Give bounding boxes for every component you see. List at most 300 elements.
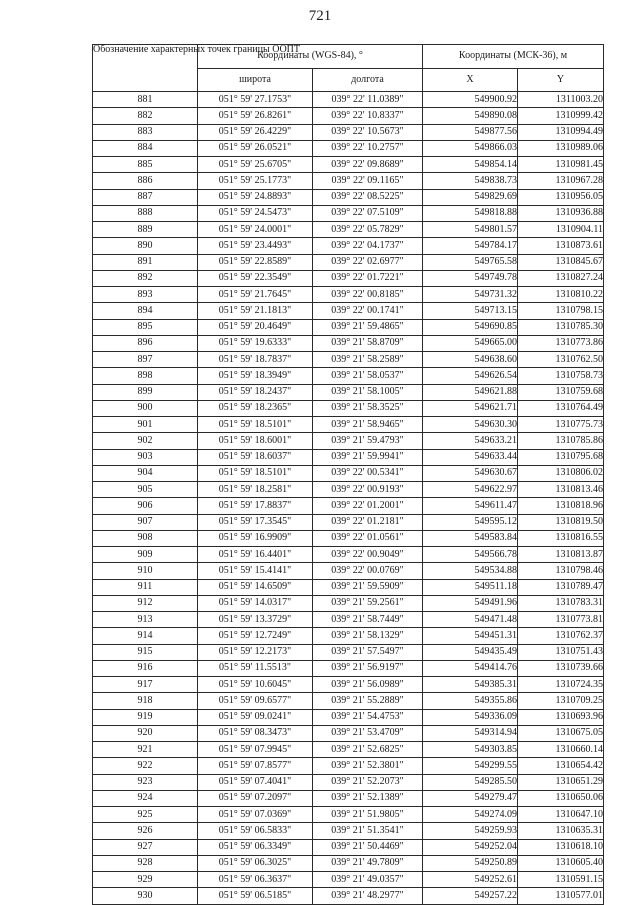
cell-y: 1310751.43 — [518, 644, 604, 660]
cell-latitude: 051° 59' 18.2581" — [198, 482, 313, 498]
cell-point-number: 921 — [93, 742, 198, 758]
table-row — [93, 238, 604, 254]
cell-x: 549900.92 — [423, 92, 518, 108]
cell-latitude: 051° 59' 18.6001" — [198, 433, 313, 449]
cell-latitude: 051° 59' 07.0369" — [198, 807, 313, 823]
cell-point-number: 904 — [93, 465, 198, 481]
cell-latitude: 051° 59' 26.4229" — [198, 124, 313, 140]
cell-longitude: 039° 21' 52.2073" — [313, 774, 423, 790]
cell-point-number: 902 — [93, 433, 198, 449]
cell-y: 1310654.42 — [518, 758, 604, 774]
cell-point-number: 923 — [93, 774, 198, 790]
cell-x: 549279.47 — [423, 790, 518, 806]
cell-longitude: 039° 22' 00.9049" — [313, 547, 423, 563]
cell-latitude: 051° 59' 25.6705" — [198, 157, 313, 173]
header-msk36: Координаты (МСК-36), м — [423, 45, 604, 69]
cell-latitude: 051° 59' 16.4401" — [198, 547, 313, 563]
cell-y: 1310956.05 — [518, 189, 604, 205]
cell-longitude: 039° 21' 52.6825" — [313, 742, 423, 758]
cell-longitude: 039° 21' 58.7449" — [313, 612, 423, 628]
cell-latitude: 051° 59' 06.5833" — [198, 823, 313, 839]
cell-longitude: 039° 22' 07.5109" — [313, 205, 423, 221]
cell-longitude: 039° 22' 11.0389" — [313, 92, 423, 108]
cell-point-number: 896 — [93, 335, 198, 351]
cell-point-number: 898 — [93, 368, 198, 384]
cell-longitude: 039° 22' 08.5225" — [313, 189, 423, 205]
cell-x: 549626.54 — [423, 368, 518, 384]
cell-y: 1310577.01 — [518, 888, 604, 904]
cell-x: 549299.55 — [423, 758, 518, 774]
cell-x: 549801.57 — [423, 222, 518, 238]
cell-point-number: 918 — [93, 693, 198, 709]
table-row — [93, 482, 604, 498]
table-row — [93, 498, 604, 514]
cell-point-number: 916 — [93, 660, 198, 676]
cell-x: 549583.84 — [423, 530, 518, 546]
cell-y: 1310651.29 — [518, 774, 604, 790]
cell-latitude: 051° 59' 07.8577" — [198, 758, 313, 774]
cell-longitude: 039° 22' 10.8337" — [313, 108, 423, 124]
cell-longitude: 039° 21' 58.2589" — [313, 352, 423, 368]
cell-longitude: 039° 21' 57.5497" — [313, 644, 423, 660]
cell-point-number: 909 — [93, 547, 198, 563]
table-row — [93, 92, 604, 108]
cell-x: 549566.78 — [423, 547, 518, 563]
cell-longitude: 039° 21' 58.1329" — [313, 628, 423, 644]
cell-longitude: 039° 22' 02.6977" — [313, 254, 423, 270]
cell-point-number: 893 — [93, 287, 198, 303]
cell-x: 549621.88 — [423, 384, 518, 400]
table-row — [93, 465, 604, 481]
cell-y: 1310650.06 — [518, 790, 604, 806]
cell-x: 549633.21 — [423, 433, 518, 449]
table-row — [93, 157, 604, 173]
table-row — [93, 790, 604, 806]
table-row — [93, 839, 604, 855]
cell-longitude: 039° 21' 58.0537" — [313, 368, 423, 384]
cell-x: 549713.15 — [423, 303, 518, 319]
cell-y: 1310827.24 — [518, 270, 604, 286]
cell-latitude: 051° 59' 26.0521" — [198, 140, 313, 156]
cell-y: 1310709.25 — [518, 693, 604, 709]
cell-x: 549250.89 — [423, 855, 518, 871]
cell-y: 1310739.66 — [518, 660, 604, 676]
cell-x: 549414.76 — [423, 660, 518, 676]
cell-y: 1310764.49 — [518, 400, 604, 416]
cell-longitude: 039° 22' 00.9193" — [313, 482, 423, 498]
coordinates-table — [92, 44, 604, 905]
cell-latitude: 051° 59' 19.6333" — [198, 335, 313, 351]
cell-longitude: 039° 21' 51.9805" — [313, 807, 423, 823]
cell-latitude: 051° 59' 07.4041" — [198, 774, 313, 790]
table-row — [93, 579, 604, 595]
cell-y: 1310724.35 — [518, 677, 604, 693]
table-row — [93, 693, 604, 709]
table-row — [93, 530, 604, 546]
cell-point-number: 886 — [93, 173, 198, 189]
cell-longitude: 039° 21' 52.3801" — [313, 758, 423, 774]
cell-y: 1310798.15 — [518, 303, 604, 319]
cell-latitude: 051° 59' 17.3545" — [198, 514, 313, 530]
cell-y: 1310605.40 — [518, 855, 604, 871]
cell-latitude: 051° 59' 11.5513" — [198, 660, 313, 676]
cell-point-number: 915 — [93, 644, 198, 660]
cell-point-number: 887 — [93, 189, 198, 205]
cell-longitude: 039° 22' 01.2181" — [313, 514, 423, 530]
cell-longitude: 039° 21' 58.3525" — [313, 400, 423, 416]
cell-latitude: 051° 59' 24.8893" — [198, 189, 313, 205]
header-longitude: долгота — [313, 68, 423, 92]
table-row — [93, 352, 604, 368]
cell-point-number: 895 — [93, 319, 198, 335]
cell-point-number: 888 — [93, 205, 198, 221]
cell-longitude: 039° 21' 49.7809" — [313, 855, 423, 871]
cell-y: 1310936.88 — [518, 205, 604, 221]
cell-point-number: 907 — [93, 514, 198, 530]
cell-point-number: 889 — [93, 222, 198, 238]
cell-x: 549435.49 — [423, 644, 518, 660]
cell-latitude: 051° 59' 18.5101" — [198, 465, 313, 481]
cell-latitude: 051° 59' 25.1773" — [198, 173, 313, 189]
cell-latitude: 051° 59' 07.2097" — [198, 790, 313, 806]
cell-x: 549621.71 — [423, 400, 518, 416]
cell-longitude: 039° 21' 59.4793" — [313, 433, 423, 449]
cell-x: 549665.00 — [423, 335, 518, 351]
cell-latitude: 051° 59' 21.1813" — [198, 303, 313, 319]
cell-longitude: 039° 21' 51.3541" — [313, 823, 423, 839]
cell-x: 549471.48 — [423, 612, 518, 628]
table-body — [93, 92, 604, 905]
cell-point-number: 885 — [93, 157, 198, 173]
cell-latitude: 051° 59' 14.0317" — [198, 595, 313, 611]
header-wgs84: Координаты (WGS-84), ° — [198, 45, 423, 69]
cell-point-number: 917 — [93, 677, 198, 693]
cell-y: 1310845.67 — [518, 254, 604, 270]
cell-latitude: 051° 59' 08.3473" — [198, 725, 313, 741]
cell-longitude: 039° 22' 00.8185" — [313, 287, 423, 303]
cell-y: 1310819.50 — [518, 514, 604, 530]
cell-longitude: 039° 22' 00.5341" — [313, 465, 423, 481]
cell-x: 549890.08 — [423, 108, 518, 124]
table-row — [93, 417, 604, 433]
cell-y: 1310967.28 — [518, 173, 604, 189]
cell-latitude: 051° 59' 09.6577" — [198, 693, 313, 709]
table-row — [93, 189, 604, 205]
cell-x: 549638.60 — [423, 352, 518, 368]
cell-point-number: 882 — [93, 108, 198, 124]
cell-x: 549838.73 — [423, 173, 518, 189]
cell-x: 549731.32 — [423, 287, 518, 303]
cell-x: 549285.50 — [423, 774, 518, 790]
table-row — [93, 742, 604, 758]
cell-y: 1310999.42 — [518, 108, 604, 124]
cell-y: 1310810.22 — [518, 287, 604, 303]
cell-y: 1310798.46 — [518, 563, 604, 579]
table-row — [93, 108, 604, 124]
table-row — [93, 205, 604, 221]
cell-latitude: 051° 59' 21.7645" — [198, 287, 313, 303]
cell-point-number: 903 — [93, 449, 198, 465]
cell-point-number: 927 — [93, 839, 198, 855]
table-row — [93, 855, 604, 871]
cell-y: 1310785.30 — [518, 319, 604, 335]
cell-y: 1310762.37 — [518, 628, 604, 644]
cell-longitude: 039° 22' 09.8689" — [313, 157, 423, 173]
cell-y: 1310675.05 — [518, 725, 604, 741]
table-row — [93, 547, 604, 563]
cell-longitude: 039° 22' 10.5673" — [313, 124, 423, 140]
cell-x: 549303.85 — [423, 742, 518, 758]
cell-y: 1310591.15 — [518, 872, 604, 888]
cell-point-number: 930 — [93, 888, 198, 904]
cell-point-number: 900 — [93, 400, 198, 416]
cell-x: 549336.09 — [423, 709, 518, 725]
cell-x: 549630.67 — [423, 465, 518, 481]
cell-point-number: 897 — [93, 352, 198, 368]
cell-x: 549749.78 — [423, 270, 518, 286]
cell-y: 1310775.73 — [518, 417, 604, 433]
cell-point-number: 928 — [93, 855, 198, 871]
cell-y: 1310758.73 — [518, 368, 604, 384]
cell-y: 1310789.47 — [518, 579, 604, 595]
cell-longitude: 039° 21' 58.1005" — [313, 384, 423, 400]
cell-latitude: 051° 59' 18.2437" — [198, 384, 313, 400]
cell-y: 1310635.31 — [518, 823, 604, 839]
table-row — [93, 612, 604, 628]
cell-y: 1310618.10 — [518, 839, 604, 855]
cell-y: 1310981.45 — [518, 157, 604, 173]
cell-latitude: 051° 59' 18.7837" — [198, 352, 313, 368]
cell-longitude: 039° 22' 01.0561" — [313, 530, 423, 546]
cell-longitude: 039° 21' 52.1389" — [313, 790, 423, 806]
cell-point-number: 922 — [93, 758, 198, 774]
table-row — [93, 660, 604, 676]
page-number: 721 — [308, 8, 332, 24]
cell-y: 1310773.86 — [518, 335, 604, 351]
cell-y: 1310762.50 — [518, 352, 604, 368]
cell-y: 1310989.06 — [518, 140, 604, 156]
cell-y: 1310773.81 — [518, 612, 604, 628]
cell-x: 549622.97 — [423, 482, 518, 498]
table-row — [93, 823, 604, 839]
cell-x: 549784.17 — [423, 238, 518, 254]
cell-point-number: 894 — [93, 303, 198, 319]
cell-latitude: 051° 59' 27.1753" — [198, 92, 313, 108]
cell-point-number: 901 — [93, 417, 198, 433]
cell-point-number: 919 — [93, 709, 198, 725]
cell-x: 549274.09 — [423, 807, 518, 823]
cell-latitude: 051° 59' 10.6045" — [198, 677, 313, 693]
table-row — [93, 319, 604, 335]
table-row — [93, 514, 604, 530]
cell-latitude: 051° 59' 23.4493" — [198, 238, 313, 254]
cell-x: 549259.93 — [423, 823, 518, 839]
cell-x: 549257.22 — [423, 888, 518, 904]
cell-longitude: 039° 21' 50.4469" — [313, 839, 423, 855]
cell-y: 1310816.55 — [518, 530, 604, 546]
cell-x: 549818.88 — [423, 205, 518, 221]
cell-y: 1310813.87 — [518, 547, 604, 563]
cell-x: 549829.69 — [423, 189, 518, 205]
cell-x: 549690.85 — [423, 319, 518, 335]
cell-y: 1310806.02 — [518, 465, 604, 481]
cell-latitude: 051° 59' 18.3949" — [198, 368, 313, 384]
cell-latitude: 051° 59' 16.9909" — [198, 530, 313, 546]
cell-point-number: 924 — [93, 790, 198, 806]
header-point-designation: Обозначение характерных точек границы ООПТ — [93, 45, 198, 92]
table-row — [93, 303, 604, 319]
cell-latitude: 051° 59' 14.6509" — [198, 579, 313, 595]
cell-point-number: 884 — [93, 140, 198, 156]
table-row — [93, 140, 604, 156]
cell-x: 549866.03 — [423, 140, 518, 156]
table-row — [93, 709, 604, 725]
cell-point-number: 929 — [93, 872, 198, 888]
cell-latitude: 051° 59' 18.5101" — [198, 417, 313, 433]
cell-x: 549511.18 — [423, 579, 518, 595]
cell-y: 1310813.46 — [518, 482, 604, 498]
table-row — [93, 222, 604, 238]
table-row — [93, 644, 604, 660]
table-row — [93, 872, 604, 888]
cell-point-number: 883 — [93, 124, 198, 140]
cell-y: 1310693.96 — [518, 709, 604, 725]
table-row — [93, 335, 604, 351]
cell-y: 1310783.31 — [518, 595, 604, 611]
cell-latitude: 051° 59' 24.5473" — [198, 205, 313, 221]
cell-longitude: 039° 21' 56.9197" — [313, 660, 423, 676]
cell-x: 549314.94 — [423, 725, 518, 741]
cell-point-number: 908 — [93, 530, 198, 546]
cell-point-number: 910 — [93, 563, 198, 579]
cell-longitude: 039° 21' 59.4865" — [313, 319, 423, 335]
header-latitude: широта — [198, 68, 313, 92]
cell-latitude: 051° 59' 17.8837" — [198, 498, 313, 514]
cell-point-number: 925 — [93, 807, 198, 823]
cell-latitude: 051° 59' 12.2173" — [198, 644, 313, 660]
cell-longitude: 039° 21' 54.4753" — [313, 709, 423, 725]
cell-y: 1310994.49 — [518, 124, 604, 140]
table-row — [93, 384, 604, 400]
cell-latitude: 051° 59' 06.5185" — [198, 888, 313, 904]
cell-longitude: 039° 21' 58.8709" — [313, 335, 423, 351]
cell-point-number: 890 — [93, 238, 198, 254]
cell-point-number: 914 — [93, 628, 198, 644]
cell-point-number: 891 — [93, 254, 198, 270]
cell-point-number: 881 — [93, 92, 198, 108]
cell-longitude: 039° 21' 55.2889" — [313, 693, 423, 709]
cell-x: 549491.96 — [423, 595, 518, 611]
cell-latitude: 051° 59' 13.3729" — [198, 612, 313, 628]
cell-x: 549633.44 — [423, 449, 518, 465]
table-row — [93, 563, 604, 579]
cell-point-number: 899 — [93, 384, 198, 400]
cell-longitude: 039° 21' 59.2561" — [313, 595, 423, 611]
table-row — [93, 807, 604, 823]
cell-point-number: 912 — [93, 595, 198, 611]
table-row — [93, 725, 604, 741]
table-row — [93, 287, 604, 303]
table-row — [93, 270, 604, 286]
cell-latitude: 051° 59' 20.4649" — [198, 319, 313, 335]
cell-latitude: 051° 59' 22.3549" — [198, 270, 313, 286]
table-row — [93, 254, 604, 270]
cell-x: 549595.12 — [423, 514, 518, 530]
table-row — [93, 628, 604, 644]
cell-point-number: 911 — [93, 579, 198, 595]
header-x: X — [423, 68, 518, 92]
table-row — [93, 449, 604, 465]
cell-point-number: 926 — [93, 823, 198, 839]
cell-longitude: 039° 22' 00.0769" — [313, 563, 423, 579]
cell-x: 549630.30 — [423, 417, 518, 433]
cell-x: 549252.61 — [423, 872, 518, 888]
cell-x: 549854.14 — [423, 157, 518, 173]
cell-longitude: 039° 22' 05.7829" — [313, 222, 423, 238]
cell-x: 549534.88 — [423, 563, 518, 579]
cell-latitude: 051° 59' 06.3349" — [198, 839, 313, 855]
table-row — [93, 173, 604, 189]
table-row — [93, 368, 604, 384]
cell-latitude: 051° 59' 07.9945" — [198, 742, 313, 758]
table-row — [93, 758, 604, 774]
cell-y: 1310873.61 — [518, 238, 604, 254]
cell-point-number: 905 — [93, 482, 198, 498]
cell-longitude: 039° 22' 10.2757" — [313, 140, 423, 156]
cell-y: 1311003.20 — [518, 92, 604, 108]
header-y: Y — [518, 68, 604, 92]
cell-latitude: 051° 59' 06.3025" — [198, 855, 313, 871]
table-row — [93, 888, 604, 904]
table-row — [93, 124, 604, 140]
cell-y: 1310904.11 — [518, 222, 604, 238]
cell-x: 549451.31 — [423, 628, 518, 644]
cell-x: 549252.04 — [423, 839, 518, 855]
cell-point-number: 892 — [93, 270, 198, 286]
cell-longitude: 039° 21' 56.0989" — [313, 677, 423, 693]
table-row — [93, 433, 604, 449]
cell-longitude: 039° 21' 49.0357" — [313, 872, 423, 888]
cell-longitude: 039° 22' 09.1165" — [313, 173, 423, 189]
cell-latitude: 051° 59' 09.0241" — [198, 709, 313, 725]
cell-point-number: 920 — [93, 725, 198, 741]
cell-latitude: 051° 59' 15.4141" — [198, 563, 313, 579]
cell-longitude: 039° 21' 48.2977" — [313, 888, 423, 904]
cell-longitude: 039° 21' 58.9465" — [313, 417, 423, 433]
cell-longitude: 039° 21' 59.9941" — [313, 449, 423, 465]
cell-x: 549877.56 — [423, 124, 518, 140]
cell-x: 549355.86 — [423, 693, 518, 709]
cell-y: 1310660.14 — [518, 742, 604, 758]
cell-y: 1310759.68 — [518, 384, 604, 400]
cell-longitude: 039° 22' 01.7221" — [313, 270, 423, 286]
table-row — [93, 677, 604, 693]
cell-latitude: 051° 59' 06.3637" — [198, 872, 313, 888]
cell-y: 1310785.86 — [518, 433, 604, 449]
cell-point-number: 906 — [93, 498, 198, 514]
cell-longitude: 039° 21' 53.4709" — [313, 725, 423, 741]
cell-longitude: 039° 21' 59.5909" — [313, 579, 423, 595]
cell-y: 1310818.96 — [518, 498, 604, 514]
cell-x: 549765.58 — [423, 254, 518, 270]
cell-latitude: 051° 59' 18.6037" — [198, 449, 313, 465]
cell-latitude: 051° 59' 24.0001" — [198, 222, 313, 238]
cell-longitude: 039° 22' 00.1741" — [313, 303, 423, 319]
table-row — [93, 595, 604, 611]
table-row — [93, 774, 604, 790]
cell-longitude: 039° 22' 04.1737" — [313, 238, 423, 254]
cell-point-number: 913 — [93, 612, 198, 628]
